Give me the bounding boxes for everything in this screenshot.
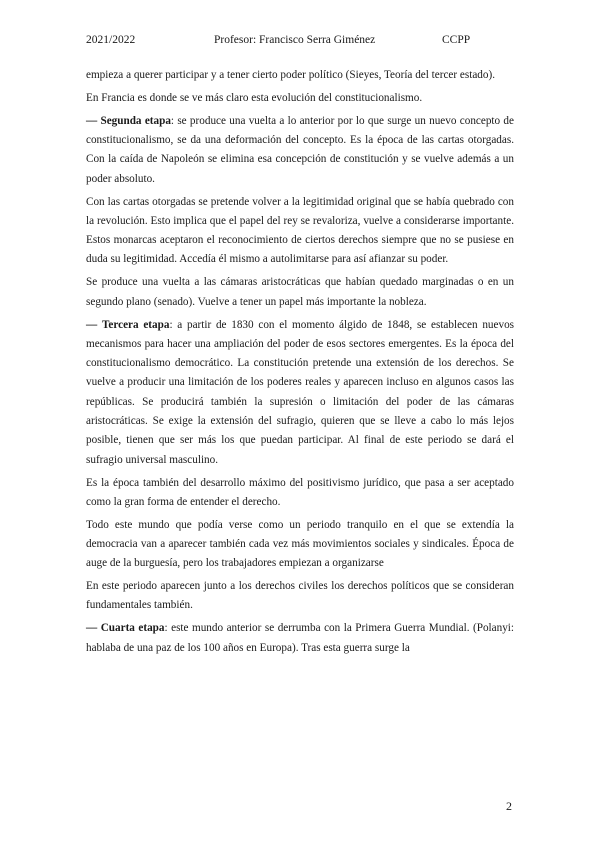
paragraph-second-stage: — Segunda etapa: se produce una vuelta a lo anterior por lo que surge un nuevo concepto de constitucionalismo, se da una deformación del concepto. Es la época de las cartas otorgadas. Con la caída de Napoleón se elimina esa concepción de constitución y se vuelve además a un poder absoluto. <box>86 114 514 185</box>
paragraph: Se produce una vuelta a las cámaras aristocráticas que habían quedado marginadas o en un segundo plano (senado). Vuelve a tener un papel más importante la nobleza. <box>86 276 514 308</box>
page-number: 2 <box>506 799 512 813</box>
paragraph-fourth-stage: — Cuarta etapa: este mundo anterior se derrumba con la Primera Guerra Mundial. (Polanyi: hablaba de una paz de los 100 años en Europa). Tras esta guerra surge la <box>86 622 515 654</box>
paragraph: Con las cartas otorgadas se pretende volver a la legitimidad original que se había quebrado con la revolución. Esto implica que el papel del rey se revaloriza, vuelve a considerarse importante. Estos monarcas aceptaron el reconocimiento de ciertos derechos siempre que no se pusiese en duda su legitimidad. Accedía él mismo a autolimitarse para así afianzar su poder. <box>86 195 514 266</box>
stage-heading: Cuarta etapa <box>100 622 165 635</box>
paragraph-third-stage: — Tercera etapa: a partir de 1830 con el momento álgido de 1848, se establecen nuevos mecanismos para hacer una ampliación del poder de esos sectores emergentes. Es la época del constitucionalismo democrático. La constitución pretende una extensión de los derechos. Se vuelve a producir una limitación de los poderes reales y aparecen incluso en algunos casos las repúblicas. Se producirá también la supresión o limitación del poder de las cámaras aristocráticas. Se exige la extensión del sufragio, quieren que se lleve a cabo lo más lejos posible, tienen que ser más los que puedan participar. Al final de este periodo se dará el sufragio universal masculino. <box>86 318 515 466</box>
paragraph: Todo este mundo que podía verse como un periodo tranquilo en el que se extendía la democracia van a aparecer también cada vez más movimientos sociales y sindicales. Época de auge de la burguesía, pero los trabajadores empiezan a organizarse <box>86 518 514 570</box>
em-dash: — <box>86 622 98 635</box>
stage-heading: Segunda etapa <box>100 114 171 127</box>
paragraph: Es la época también del desarrollo máximo del positivismo jurídico, que pasa a ser aceptado como la gran forma de entender el derecho. <box>86 476 514 508</box>
stage-heading: Tercera etapa <box>101 318 170 331</box>
academic-year: 2021/2022 <box>86 34 136 46</box>
em-dash: — <box>86 114 98 127</box>
paragraph: empieza a querer participar y a tener cierto poder político (Sieyes, Teoría del tercer estado). <box>86 69 496 81</box>
page-header <box>0 34 600 50</box>
professor-name: Profesor: Francisco Serra Giménez <box>214 34 376 46</box>
paragraph: En este periodo aparecen junto a los derechos civiles los derechos políticos que se consideran fundamentales también. <box>86 580 514 612</box>
subject-code: CCPP <box>442 34 471 46</box>
document-body <box>86 66 514 662</box>
em-dash: — <box>86 318 98 331</box>
paragraph: En Francia es donde se ve más claro esta evolución del constitucionalismo. <box>86 91 423 104</box>
